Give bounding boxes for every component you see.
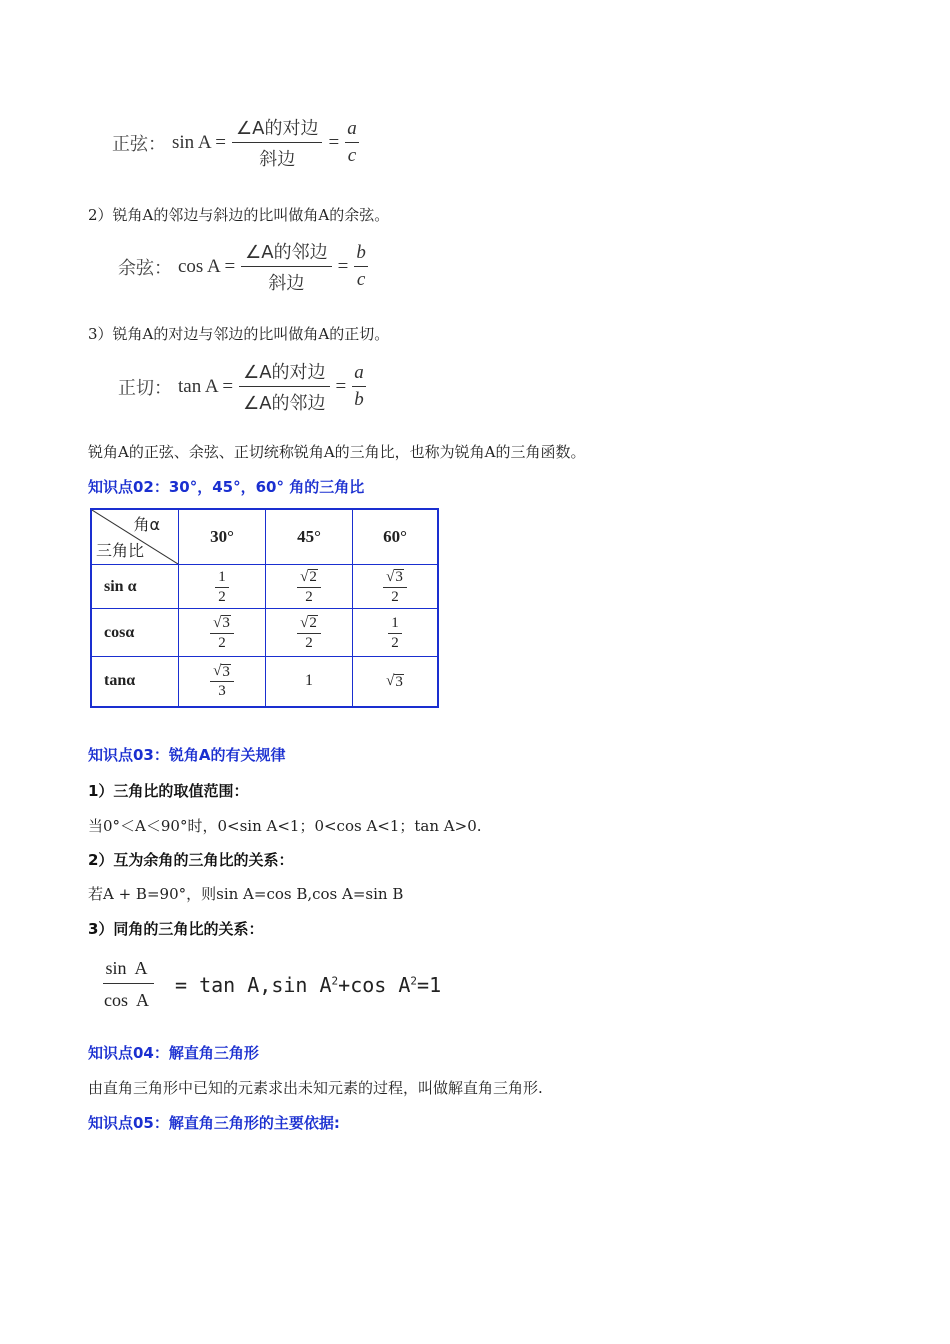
kp03-sub3: 3）同角的三角比的关系： xyxy=(88,920,264,938)
kp02-heading: 知识点02：30°，45°，60° 角的三角比 xyxy=(88,478,365,496)
table-row xyxy=(91,609,438,657)
cell-num: 1 xyxy=(215,569,229,588)
cell-den: 2 xyxy=(391,588,399,605)
cosine-ratio xyxy=(354,242,368,291)
tan-definition: 3）锐角A的对边与邻边的比叫做角A的正切。 xyxy=(88,325,390,343)
frac-numerator: sin A xyxy=(103,958,153,984)
row-header-sin: sin α xyxy=(91,565,179,609)
tangent-word-fraction xyxy=(239,358,329,415)
cosine-formula xyxy=(118,238,374,295)
sine-denominator: 斜边 xyxy=(259,149,296,170)
trig-ratio-table xyxy=(90,508,439,708)
exponent-1: 2 xyxy=(331,973,339,987)
rhs-part-b: +cos A xyxy=(338,972,411,997)
kp05-heading: 知识点05：解直角三角形的主要依据: xyxy=(88,1114,340,1132)
cell-den: 2 xyxy=(218,634,226,651)
sine-lhs: sin A = xyxy=(172,131,227,153)
cell-den: 2 xyxy=(391,634,399,651)
rhs-part-a: = tan A,sin A xyxy=(175,972,332,997)
cell-tan-60 xyxy=(353,657,439,707)
table-corner-cell xyxy=(91,509,179,565)
sqrt-sign: √ xyxy=(300,568,309,585)
table-row xyxy=(91,657,438,707)
cosine-denominator: 斜边 xyxy=(268,273,305,294)
cosine-equals: = xyxy=(337,255,349,277)
cell-sin-30 xyxy=(179,565,266,609)
sqrt-sign: √ xyxy=(213,663,222,680)
sine-ratio xyxy=(345,118,359,167)
cell-den: 3 xyxy=(218,683,226,700)
tangent-ratio xyxy=(352,362,366,411)
cell-cos-45 xyxy=(266,609,353,657)
sine-label: 正弦： xyxy=(112,133,166,155)
kp04-text: 由直角三角形中已知的元素求出未知元素的过程，叫做解直角三角形. xyxy=(88,1079,543,1097)
cosine-lhs: cos A = xyxy=(178,255,236,277)
cell-tan-45: 1 xyxy=(266,657,353,707)
tangent-numerator: ∠A的对边 xyxy=(239,358,329,387)
tangent-equals: = xyxy=(335,375,347,397)
exponent-2: 2 xyxy=(410,973,418,987)
cos-definition: 2）锐角A的邻边与斜边的比叫做角A的余弦。 xyxy=(88,206,390,224)
cell-radicand: 3 xyxy=(395,673,403,690)
cell-den: 2 xyxy=(305,588,313,605)
sqrt-sign: √ xyxy=(386,568,395,585)
kp03-heading: 知识点03：锐角A的有关规律 xyxy=(88,746,286,764)
col-header-60: 60° xyxy=(353,509,439,565)
relation-rhs xyxy=(175,973,441,997)
sine-word-fraction xyxy=(232,114,322,171)
kp03-sub1: 1）三角比的取值范围： xyxy=(88,782,249,800)
kp03-sub2: 2）互为余角的三角比的关系： xyxy=(88,851,294,869)
cell-radicand: 3 xyxy=(395,568,403,585)
cosine-ratio-den: c xyxy=(356,269,366,290)
cell-radicand: 2 xyxy=(309,568,317,585)
tangent-lhs: tan A = xyxy=(178,375,234,397)
cell-num: 1 xyxy=(388,615,402,634)
row-header-tan: tanα xyxy=(91,657,179,707)
cosine-ratio-num: b xyxy=(354,242,368,267)
table-header-row xyxy=(91,509,438,565)
frac-denominator: cos A xyxy=(104,990,149,1010)
sine-ratio-den: c xyxy=(347,145,357,166)
cell-cos-60 xyxy=(353,609,439,657)
sqrt-sign: √ xyxy=(386,673,395,690)
sine-numerator: ∠A的对边 xyxy=(232,114,322,143)
cosine-numerator: ∠A的邻边 xyxy=(241,238,331,267)
sine-ratio-num: a xyxy=(345,118,359,143)
cell-den: 2 xyxy=(305,634,313,651)
same-angle-formula xyxy=(102,958,441,1011)
kp03-text1: 当0°＜A＜90°时，0<sin A<1；0<cos A<1；tan A>0. xyxy=(88,817,482,835)
cell-sin-45 xyxy=(266,565,353,609)
table-row xyxy=(91,565,438,609)
cosine-label: 余弦： xyxy=(118,257,172,279)
col-header-45: 45° xyxy=(266,509,353,565)
corner-bottom-label: 三角比 xyxy=(96,541,145,560)
sin-over-cos xyxy=(102,958,155,1011)
col-header-30: 30° xyxy=(179,509,266,565)
cosine-word-fraction xyxy=(241,238,331,295)
kp03-text2: 若A + B=90°，则sin A=cos B,cos A=sin B xyxy=(88,885,404,903)
kp04-heading: 知识点04：解直角三角形 xyxy=(88,1044,259,1062)
sine-formula xyxy=(112,114,365,171)
cell-sin-60 xyxy=(353,565,439,609)
tangent-label: 正切： xyxy=(118,377,172,399)
tangent-ratio-den: b xyxy=(354,389,364,410)
tangent-denominator: ∠A的邻边 xyxy=(243,393,326,414)
sqrt-sign: √ xyxy=(300,614,309,631)
cell-tan-30 xyxy=(179,657,266,707)
sqrt-sign: √ xyxy=(213,614,222,631)
rhs-part-c: =1 xyxy=(417,972,442,997)
corner-top-label: 角α xyxy=(133,515,160,534)
cell-cos-30 xyxy=(179,609,266,657)
cell-radicand: 2 xyxy=(309,614,317,631)
sine-equals: = xyxy=(328,131,340,153)
cell-den: 2 xyxy=(218,588,226,605)
summary-text: 锐角A的正弦、余弦、正切统称锐角A的三角比，也称为锐角A的三角函数。 xyxy=(88,443,586,461)
cell-radicand: 3 xyxy=(222,663,230,680)
tangent-ratio-num: a xyxy=(352,362,366,387)
row-header-cos: cosα xyxy=(91,609,179,657)
tangent-formula xyxy=(118,358,372,415)
cell-radicand: 3 xyxy=(222,614,230,631)
